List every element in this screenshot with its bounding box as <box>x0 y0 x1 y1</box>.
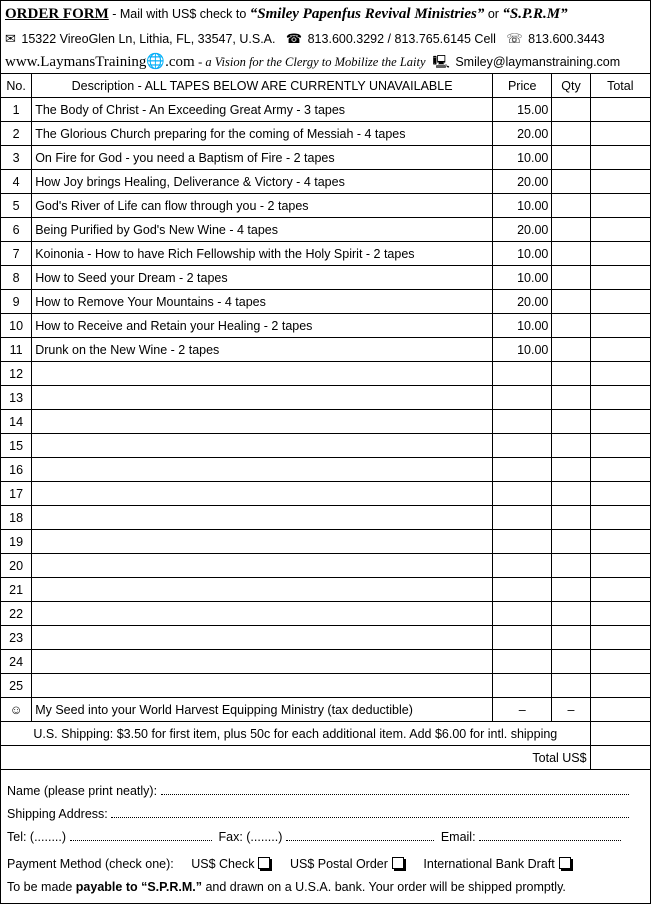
row-total-field[interactable] <box>590 98 650 122</box>
seed-qty: – <box>552 698 590 722</box>
row-qty-field[interactable] <box>552 266 590 290</box>
row-total-field[interactable] <box>590 506 650 530</box>
row-number: 1 <box>1 98 32 122</box>
row-description <box>32 530 493 554</box>
table-row <box>1 386 651 410</box>
row-total-field[interactable] <box>590 266 650 290</box>
total-label: Total US$ <box>1 746 591 770</box>
ministry-abbr: “S.P.R.M” <box>502 6 568 22</box>
payment-label: Payment Method (check one): <box>7 857 174 871</box>
row-total-field[interactable] <box>590 410 650 434</box>
table-row <box>1 242 651 266</box>
row-qty-field[interactable] <box>552 314 590 338</box>
row-description <box>32 434 493 458</box>
row-description: Koinonia - How to have Rich Fellowship with the Holy Spirit - 2 tapes <box>32 242 493 266</box>
table-row <box>1 362 651 386</box>
row-description: How Joy brings Healing, Deliverance & Victory - 4 tapes <box>32 170 493 194</box>
header-price: Price <box>493 74 552 98</box>
row-price: 10.00 <box>493 242 552 266</box>
row-price: 20.00 <box>493 170 552 194</box>
row-description <box>32 458 493 482</box>
header-line-1 <box>5 1 646 27</box>
or-text: or <box>484 7 503 21</box>
row-description <box>32 650 493 674</box>
shipping-row <box>1 722 651 746</box>
row-description: God's River of Life can flow through you - 2 tapes <box>32 194 493 218</box>
row-description: Drunk on the New Wine - 2 tapes <box>32 338 493 362</box>
tagline: - a Vision for the Clergy to Mobilize the Laity <box>198 55 426 69</box>
shipping-note: U.S. Shipping: $3.50 for first item, plus 50c for each additional item. Add $6.00 for intl. shipping <box>1 722 591 746</box>
form-title: ORDER FORM <box>5 6 109 22</box>
row-price <box>493 530 552 554</box>
mail-text: - Mail with US$ check to <box>108 7 250 21</box>
opt-bank-label: International Bank Draft <box>423 857 555 871</box>
table-row <box>1 650 651 674</box>
name-label: Name (please print neatly): <box>7 784 158 798</box>
seed-description: My Seed into your World Harvest Equipping Ministry (tax deductible) <box>32 698 493 722</box>
customer-details <box>1 770 650 899</box>
table-row <box>1 146 651 170</box>
row-price <box>493 650 552 674</box>
row-number: 5 <box>1 194 32 218</box>
row-number: 15 <box>1 434 32 458</box>
row-number: 2 <box>1 122 32 146</box>
row-qty-field[interactable] <box>552 386 590 410</box>
row-total-field[interactable] <box>590 482 650 506</box>
header <box>1 1 650 73</box>
row-total-field[interactable] <box>590 554 650 578</box>
shipping-total-field[interactable] <box>590 722 650 746</box>
row-qty-field[interactable] <box>552 290 590 314</box>
row-qty-field[interactable] <box>552 98 590 122</box>
row-description <box>32 482 493 506</box>
row-number: 23 <box>1 626 32 650</box>
ministry-name: “Smiley Papenfus Revival Ministries” <box>249 6 485 22</box>
row-price: 10.00 <box>493 314 552 338</box>
row-qty-field[interactable] <box>552 434 590 458</box>
fax-icon: ☏ <box>506 31 523 46</box>
row-qty-field[interactable] <box>552 626 590 650</box>
row-total-field[interactable] <box>590 458 650 482</box>
phone: 813.600.3292 / 813.765.6145 Cell <box>307 32 496 46</box>
row-price: 20.00 <box>493 122 552 146</box>
row-price: 20.00 <box>493 218 552 242</box>
row-total-field[interactable] <box>590 146 650 170</box>
row-number: 19 <box>1 530 32 554</box>
row-total-field[interactable] <box>590 314 650 338</box>
name-field[interactable] <box>161 782 629 795</box>
table-row <box>1 266 651 290</box>
row-number: 17 <box>1 482 32 506</box>
row-price <box>493 626 552 650</box>
row-qty-field[interactable] <box>552 650 590 674</box>
row-total-field[interactable] <box>590 578 650 602</box>
row-price <box>493 410 552 434</box>
address-label: Shipping Address: <box>7 807 108 821</box>
table-row <box>1 554 651 578</box>
phone-icon: ☎ <box>285 31 303 46</box>
row-total-field[interactable] <box>590 122 650 146</box>
row-description <box>32 362 493 386</box>
row-description <box>32 602 493 626</box>
row-qty-field[interactable] <box>552 362 590 386</box>
table-header-row <box>1 74 651 98</box>
row-number: 25 <box>1 674 32 698</box>
table-row <box>1 674 651 698</box>
table-row <box>1 506 651 530</box>
row-number: 7 <box>1 242 32 266</box>
row-total-field[interactable] <box>590 602 650 626</box>
table-row <box>1 410 651 434</box>
row-qty-field[interactable] <box>552 218 590 242</box>
smiley-icon: ☺ <box>1 698 32 722</box>
row-qty-field[interactable] <box>552 554 590 578</box>
table-row <box>1 170 651 194</box>
website[interactable]: www.LaymansTraining🌐.com <box>5 54 195 70</box>
tel-field[interactable] <box>70 828 212 841</box>
table-row <box>1 290 651 314</box>
row-number: 8 <box>1 266 32 290</box>
mailbox-icon: ✉ <box>5 31 16 46</box>
opt-postal-label: US$ Postal Order <box>289 857 388 871</box>
row-number: 10 <box>1 314 32 338</box>
row-price: 15.00 <box>493 98 552 122</box>
email-field[interactable] <box>479 828 621 841</box>
table-row <box>1 194 651 218</box>
row-number: 20 <box>1 554 32 578</box>
row-qty-field[interactable] <box>552 482 590 506</box>
row-total-field[interactable] <box>590 194 650 218</box>
row-price <box>493 554 552 578</box>
table-row <box>1 98 651 122</box>
row-number: 11 <box>1 338 32 362</box>
row-qty-field[interactable] <box>552 194 590 218</box>
address-row <box>7 803 645 826</box>
header-description: Description - ALL TAPES BELOW ARE CURRENTLY UNAVAILABLE <box>32 74 493 98</box>
row-price: 10.00 <box>493 266 552 290</box>
postal-order-checkbox[interactable] <box>392 857 404 869</box>
row-qty-field[interactable] <box>552 458 590 482</box>
order-table <box>0 73 651 770</box>
email-label: Email: <box>440 830 476 844</box>
header-line-2 <box>5 27 646 50</box>
row-description <box>32 410 493 434</box>
row-total-field[interactable] <box>590 650 650 674</box>
row-description <box>32 506 493 530</box>
computer-icon: 🖳 <box>432 54 450 69</box>
total-row <box>1 746 651 770</box>
row-number: 21 <box>1 578 32 602</box>
row-number: 3 <box>1 146 32 170</box>
table-row <box>1 122 651 146</box>
row-price <box>493 458 552 482</box>
header-no: No. <box>1 74 32 98</box>
row-description: Being Purified by God's New Wine - 4 tapes <box>32 218 493 242</box>
row-description: How to Seed your Dream - 2 tapes <box>32 266 493 290</box>
row-qty-field[interactable] <box>552 578 590 602</box>
row-number: 24 <box>1 650 32 674</box>
row-number: 4 <box>1 170 32 194</box>
table-row <box>1 626 651 650</box>
row-number: 22 <box>1 602 32 626</box>
row-price <box>493 482 552 506</box>
row-description: How to Remove Your Mountains - 4 tapes <box>32 290 493 314</box>
check-checkbox[interactable] <box>258 857 270 869</box>
contact-row <box>7 826 645 849</box>
row-description <box>32 578 493 602</box>
header-line-3 <box>5 50 646 73</box>
row-qty-field[interactable] <box>552 338 590 362</box>
table-row <box>1 434 651 458</box>
row-number: 14 <box>1 410 32 434</box>
table-row <box>1 482 651 506</box>
row-total-field[interactable] <box>590 170 650 194</box>
fax: 813.600.3443 <box>528 32 605 46</box>
row-description: On Fire for God - you need a Baptism of Fire - 2 tapes <box>32 146 493 170</box>
row-price <box>493 362 552 386</box>
row-number: 18 <box>1 506 32 530</box>
row-qty-field[interactable] <box>552 242 590 266</box>
fax-field[interactable] <box>286 828 434 841</box>
name-row <box>7 780 645 803</box>
grand-total-field[interactable] <box>590 746 650 770</box>
row-description: The Body of Christ - An Exceeding Great Army - 3 tapes <box>32 98 493 122</box>
table-row <box>1 338 651 362</box>
row-qty-field[interactable] <box>552 170 590 194</box>
address: 15322 VireoGlen Ln, Lithia, FL, 33547, U.S.A. <box>21 32 276 46</box>
table-row <box>1 602 651 626</box>
row-number: 13 <box>1 386 32 410</box>
row-qty-field[interactable] <box>552 530 590 554</box>
row-total-field[interactable] <box>590 362 650 386</box>
opt-check-label: US$ Check <box>191 857 255 871</box>
payable-pre: To be made <box>7 880 76 894</box>
fax-label: Fax: (........) <box>218 830 283 844</box>
row-total-field[interactable] <box>590 674 650 698</box>
globe-icon: 🌐 <box>146 54 166 70</box>
row-price <box>493 386 552 410</box>
row-description <box>32 554 493 578</box>
table-row <box>1 578 651 602</box>
row-number: 16 <box>1 458 32 482</box>
row-price <box>493 602 552 626</box>
row-price <box>493 434 552 458</box>
seed-row <box>1 698 651 722</box>
row-description <box>32 626 493 650</box>
row-total-field[interactable] <box>590 242 650 266</box>
table-row <box>1 218 651 242</box>
row-price: 10.00 <box>493 194 552 218</box>
row-description <box>32 674 493 698</box>
row-description: How to Receive and Retain your Healing - 2 tapes <box>32 314 493 338</box>
table-row <box>1 314 651 338</box>
row-total-field[interactable] <box>590 386 650 410</box>
row-total-field[interactable] <box>590 434 650 458</box>
address-field[interactable] <box>111 805 629 818</box>
row-price <box>493 674 552 698</box>
row-total-field[interactable] <box>590 338 650 362</box>
header-total: Total <box>590 74 650 98</box>
email[interactable]: Smiley@laymanstraining.com <box>455 55 621 69</box>
row-qty-field[interactable] <box>552 602 590 626</box>
bank-draft-checkbox[interactable] <box>559 857 571 869</box>
table-row <box>1 530 651 554</box>
row-price <box>493 506 552 530</box>
row-total-field[interactable] <box>590 626 650 650</box>
header-qty: Qty <box>552 74 590 98</box>
row-number: 9 <box>1 290 32 314</box>
row-qty-field[interactable] <box>552 146 590 170</box>
row-total-field[interactable] <box>590 290 650 314</box>
seed-total-field[interactable] <box>590 698 650 722</box>
seed-price: – <box>493 698 552 722</box>
row-price <box>493 578 552 602</box>
row-total-field[interactable] <box>590 218 650 242</box>
row-number: 6 <box>1 218 32 242</box>
row-price: 10.00 <box>493 338 552 362</box>
row-price: 20.00 <box>493 290 552 314</box>
row-price: 10.00 <box>493 146 552 170</box>
payable-row <box>7 876 645 899</box>
payment-row <box>7 853 645 876</box>
payable-post: and drawn on a U.S.A. bank. Your order will be shipped promptly. <box>202 880 566 894</box>
row-qty-field[interactable] <box>552 674 590 698</box>
row-number: 12 <box>1 362 32 386</box>
row-description: The Glorious Church preparing for the coming of Messiah - 4 tapes <box>32 122 493 146</box>
row-qty-field[interactable] <box>552 506 590 530</box>
payable-bold: payable to “S.P.R.M.” <box>75 880 202 894</box>
row-qty-field[interactable] <box>552 122 590 146</box>
row-qty-field[interactable] <box>552 410 590 434</box>
table-row <box>1 458 651 482</box>
row-description <box>32 386 493 410</box>
tel-label: Tel: (........) <box>7 830 67 844</box>
row-total-field[interactable] <box>590 530 650 554</box>
